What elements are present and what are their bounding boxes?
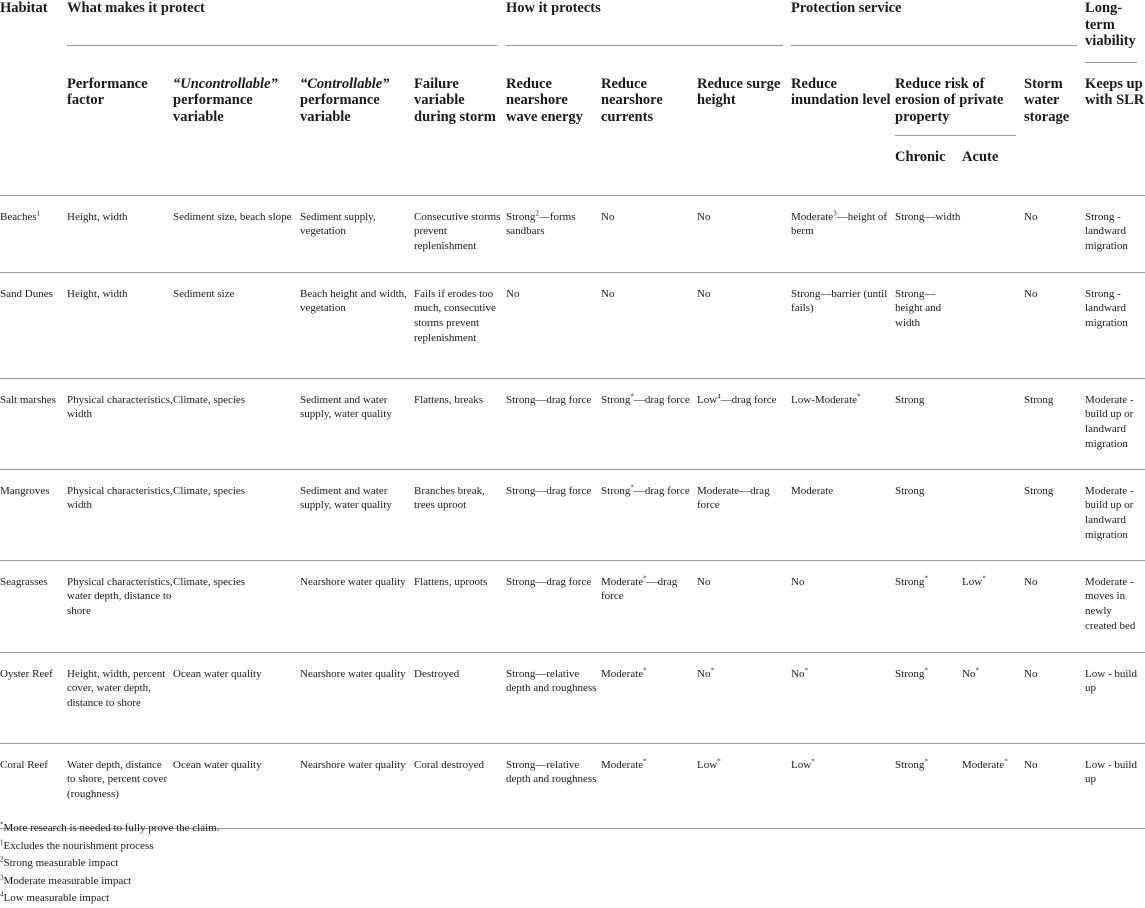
cell-acute [962,469,1024,560]
col-header-erosion: Reduce risk of erosion of private property Chronic Acute [895,63,1024,196]
cell-surge: No [697,287,711,300]
cell-keeps-up: Low - build up [1085,758,1137,786]
cell-uncontrollable: Sediment size, beach slope [173,210,292,223]
cell-controllable: Nearshore water quality [300,575,406,588]
cell-habitat: Seagrasses [0,575,48,588]
col-header-chronic: Chronic [895,149,946,165]
table-row [0,743,1145,828]
group-header-how: How it protects [506,0,791,63]
cell-failure: Coral destroyed [414,758,484,771]
table-row [0,560,1145,652]
cell-uncontrollable: Climate, species [173,575,246,588]
cell-performance-factor: Height, width, percent cover, water depth, distance to shore [67,667,166,709]
cell-failure: Consecutive storms prevent replenishment [414,210,501,252]
cell-performance-factor: Height, width [67,287,128,300]
cell-chronic: Strong* [895,665,928,680]
cell-inundation: Low* [791,756,815,771]
group-header-viability: Long-term viability [1085,0,1145,63]
col-header-controllable: “Controllable” performance variable [300,75,390,125]
cell-habitat: Coral Reef [0,758,48,771]
cell-currents: Moderate* [601,756,647,771]
col-header-keeps-up: Keeps up with SLR [1085,75,1145,108]
cell-habitat: Mangroves [0,484,50,497]
col-header-performance-factor: Performance factor [67,75,148,108]
col-header-wave: Reduce nearshore wave energy [506,75,583,125]
cell-controllable: Nearshore water quality [300,667,406,680]
cell-habitat: Beaches$^1$ [0,208,41,223]
cell-wave: Strong—relative depth and roughness [506,667,597,695]
cell-chronic: Strong [895,393,925,406]
col-header-storm-water: Storm water storage [1024,75,1070,125]
footnote: $^3$Moderate measurable impact [0,872,132,887]
cell-failure: Flattens, uproots [414,575,488,588]
cell-performance-factor: Physical characteristics, width [67,484,173,512]
footnote: *More research is needed to fully prove the claim. [0,820,220,834]
cell-surge: No* [697,665,714,680]
group-header-what: What makes it protect [67,0,506,63]
cell-wave: Strong—drag force [506,575,592,588]
cell-controllable: Beach height and width, vegetation [300,287,407,315]
cell-storm-water: No [1024,667,1038,680]
cell-keeps-up: Strong - landward migration [1085,210,1128,252]
cell-uncontrollable: Sediment size [173,287,235,300]
cell-inundation: No* [791,665,808,680]
table-row [0,652,1145,743]
cell-currents: Moderate* [601,665,647,680]
cell-acute [962,378,1024,469]
cell-storm-water: No [1024,287,1038,300]
cell-keeps-up: Moderate - build up or landward migration [1085,393,1134,450]
cell-failure: Destroyed [414,667,460,680]
cell-surge: No [697,210,711,223]
cell-controllable: Sediment and water supply, water quality [300,484,392,512]
cell-currents: Moderate*—drag force [601,573,678,603]
col-header-inundation: Reduce inundation level [791,75,891,108]
cell-inundation: No [791,575,805,588]
cell-keeps-up: Strong - landward migration [1085,287,1128,329]
group-header-service: Protection service [791,0,1085,63]
cell-failure: Branches break, trees uproot [414,484,485,512]
cell-performance-factor: Physical characteristics, width [67,393,173,421]
col-header-failure: Failure variable during storm [414,75,496,125]
cell-keeps-up: Moderate - build up or landward migration [1085,484,1134,541]
cell-wave: No [506,287,520,300]
cell-habitat: Oyster Reef [0,667,53,680]
cell-keeps-up: Moderate - moves in newly created bed [1085,575,1136,632]
cell-storm-water: No [1024,210,1038,223]
cell-storm-water: Strong [1024,484,1054,497]
cell-uncontrollable: Climate, species [173,393,246,406]
cell-acute: Low* [962,573,986,588]
table-row [0,195,1145,272]
cell-wave: Strong—drag force [506,484,592,497]
cell-wave: Strong—relative depth and roughness [506,758,597,786]
cell-surge: Low* [697,756,721,771]
col-header-uncontrollable: “Uncontrollable” performance variable [173,75,278,125]
cell-currents: No [601,287,615,300]
cell-habitat: Salt marshes [0,393,56,406]
cell-acute [962,195,1024,272]
cell-acute [962,272,1024,378]
cell-surge: Low$^4$—drag force [697,391,777,406]
col-header-acute: Acute [962,149,999,165]
cell-failure: Flattens, breaks [414,393,484,406]
cell-keeps-up: Low - build up [1085,667,1137,695]
cell-chronic: Strong* [895,573,928,588]
cell-performance-factor: Height, width [67,210,128,223]
cell-habitat: Sand Dunes [0,287,53,300]
table-row [0,378,1145,469]
cell-chronic: Strong [895,484,925,497]
cell-inundation: Low-Moderate* [791,391,861,406]
cell-inundation: Strong—barrier (until fails) [791,287,888,315]
cell-currents: No [601,210,615,223]
cell-acute: Moderate* [962,756,1008,771]
cell-controllable: Sediment and water supply, water quality [300,393,392,421]
cell-uncontrollable: Ocean water quality [173,667,262,680]
cell-inundation: Moderate [791,484,834,497]
cell-uncontrollable: Ocean water quality [173,758,262,771]
cell-storm-water: No [1024,575,1038,588]
cell-currents: Strong*—drag force [601,482,690,497]
cell-storm-water: No [1024,758,1038,771]
cell-uncontrollable: Climate, species [173,484,246,497]
cell-failure: Fails if erodes too much, consecutive storms prevent replenishment [414,287,496,344]
cell-chronic: Strong—height and width [895,287,942,329]
cell-surge: No [697,575,711,588]
col-header-currents: Reduce nearshore currents [601,75,663,125]
cell-storm-water: Strong [1024,393,1054,406]
footnote: $^2$Strong measurable impact [0,855,119,869]
cell-chronic: Strong* [895,756,928,771]
col-header-surge: Reduce surge height [697,75,781,108]
footnote: $^1$Excludes the nourishment process [0,837,154,852]
cell-wave: Strong$^2$—forms sandbars [506,208,576,238]
cell-surge: Moderate—drag force [697,484,770,512]
cell-controllable: Sediment supply, vegetation [300,210,376,238]
cell-performance-factor: Water depth, distance to shore, percent cover (roughness) [67,758,168,800]
cell-inundation: Moderate$^3$—height of berm [791,208,888,238]
cell-controllable: Nearshore water quality [300,758,406,771]
cell-performance-factor: Physical characteristics, water depth, distance to shore [67,575,173,617]
cell-chronic: Strong—width [895,210,961,223]
table-row [0,272,1145,378]
cell-wave: Strong—drag force [506,393,592,406]
col-header-habitat: Habitat [0,0,48,16]
cell-currents: Strong*—drag force [601,391,690,406]
cell-acute: No* [962,665,979,680]
table-row [0,469,1145,560]
footnotes [0,820,219,908]
footnote: $^4$Low measurable impact [0,890,110,904]
